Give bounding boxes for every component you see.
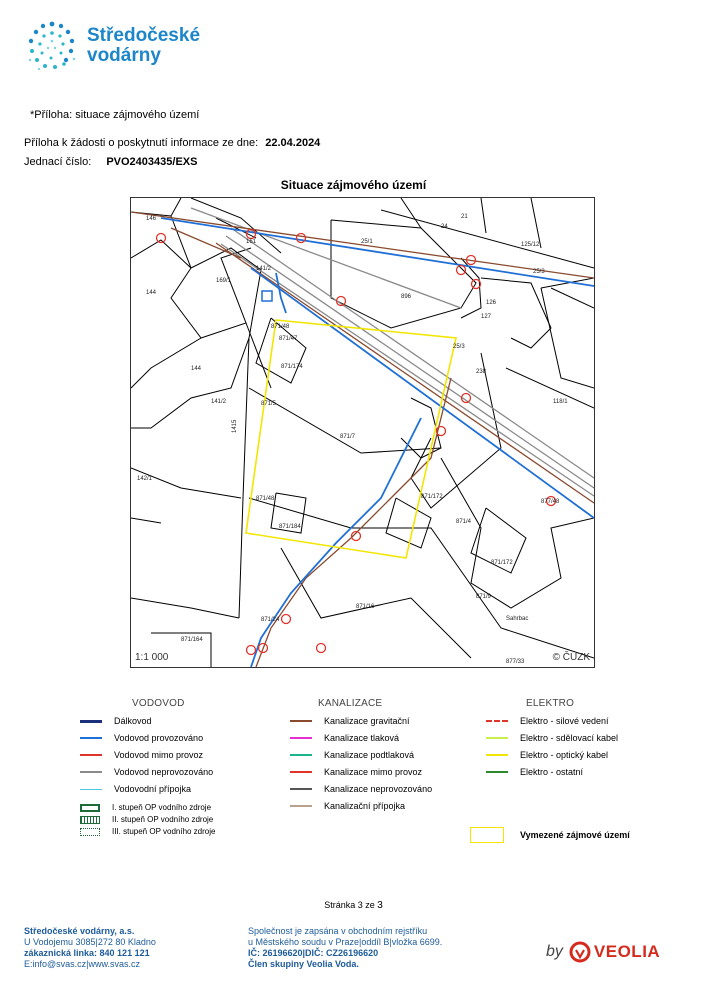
legend-item bbox=[80, 767, 213, 777]
veolia-mark-icon bbox=[569, 941, 591, 963]
legend-label: Vodovod provozováno bbox=[114, 733, 204, 743]
footer-contact[interactable]: E:info@svas.cz|www.svas.cz bbox=[24, 959, 141, 969]
legend-label: Kanalizace tlaková bbox=[324, 733, 400, 743]
page-indicator bbox=[0, 900, 707, 911]
op2-swatch bbox=[80, 816, 100, 824]
svg-text:238: 238 bbox=[476, 369, 487, 375]
legend-label: Kanalizace gravitační bbox=[324, 716, 410, 726]
legend-swatch bbox=[290, 754, 312, 756]
legend-item bbox=[486, 767, 583, 777]
legend-label: Kanalizace podtlaková bbox=[324, 750, 415, 760]
legend-item bbox=[290, 716, 410, 726]
legend-item bbox=[290, 733, 399, 743]
legend-area-label: Vymezené zájmové území bbox=[520, 830, 630, 840]
legend-swatch bbox=[290, 720, 312, 722]
map-title: Situace zájmového území bbox=[280, 178, 427, 192]
page-label: Stránka 3 ze bbox=[324, 900, 375, 910]
svg-text:896: 896 bbox=[401, 294, 412, 300]
legend-swatch bbox=[290, 805, 312, 807]
legend-swatch bbox=[486, 754, 508, 756]
legend-item bbox=[486, 716, 609, 726]
situation-map[interactable] bbox=[130, 197, 595, 668]
legend-swatch bbox=[290, 788, 312, 790]
svg-text:25/3: 25/3 bbox=[453, 344, 465, 350]
request-label: Příloha k žádosti o poskytnutí informace ze dne: bbox=[24, 137, 259, 149]
legend-swatch bbox=[290, 771, 312, 773]
legend-swatch bbox=[486, 720, 508, 722]
cadastral-map-drawing bbox=[131, 198, 594, 667]
svg-text:871/4: 871/4 bbox=[456, 519, 472, 525]
legend-item bbox=[80, 750, 203, 760]
svg-text:871/5: 871/5 bbox=[261, 401, 277, 407]
svg-text:871/7: 871/7 bbox=[340, 434, 356, 440]
svg-text:146: 146 bbox=[146, 216, 157, 222]
op3-swatch bbox=[80, 828, 100, 836]
op1-swatch bbox=[80, 804, 100, 812]
logo-line1: Středočeské bbox=[87, 25, 201, 46]
legend-label: Elektro - ostatní bbox=[520, 767, 584, 777]
footer-company-name: Středočeské vodárny, a.s. bbox=[24, 926, 135, 936]
svg-text:871/172: 871/172 bbox=[491, 560, 513, 566]
legend-label: Vodovod mimo provoz bbox=[114, 750, 204, 760]
svg-text:161: 161 bbox=[246, 239, 257, 245]
legend-item bbox=[80, 815, 213, 824]
legend-label: Vodovod neprovozováno bbox=[114, 767, 214, 777]
svg-text:871/16: 871/16 bbox=[356, 604, 375, 610]
legend-label: Kanalizace neprovozováno bbox=[324, 784, 433, 794]
svg-text:24: 24 bbox=[441, 224, 448, 230]
legend-swatch bbox=[486, 771, 508, 773]
svg-text:871/184: 871/184 bbox=[279, 524, 301, 530]
map-scale: 1:1 000 bbox=[135, 652, 169, 663]
footer-hotline: zákaznická linka: 840 121 121 bbox=[24, 948, 150, 958]
svg-text:118/1: 118/1 bbox=[553, 399, 568, 405]
svg-text:125/12: 125/12 bbox=[521, 242, 540, 248]
legend-swatch bbox=[80, 720, 102, 723]
legend-label: III. stupeň OP vodního zdroje bbox=[112, 827, 216, 836]
veolia-by: by bbox=[546, 943, 563, 960]
legend-label: Dálkovod bbox=[114, 716, 152, 726]
svg-text:1415: 1415 bbox=[232, 419, 238, 433]
svg-text:871/172: 871/172 bbox=[421, 494, 443, 500]
legend-item bbox=[290, 784, 432, 794]
svg-text:126: 126 bbox=[486, 300, 497, 306]
legend-label: Kanalizační přípojka bbox=[324, 801, 406, 811]
legend-label: Elektro - sdělovací kabel bbox=[520, 733, 619, 743]
svg-text:25/1: 25/1 bbox=[361, 239, 373, 245]
legend-item bbox=[80, 733, 203, 743]
legend-area-item bbox=[470, 827, 630, 843]
svg-text:871/48: 871/48 bbox=[256, 496, 275, 502]
legend-item bbox=[486, 750, 608, 760]
svg-text:871/24: 871/24 bbox=[261, 617, 280, 623]
page-number: 3 bbox=[377, 900, 383, 911]
legend-swatch bbox=[80, 789, 102, 790]
svg-text:871/47: 871/47 bbox=[279, 336, 298, 342]
veolia-brand: VEOLIA bbox=[593, 942, 661, 961]
footer-reg-ids: IČ: 26196620|DIČ: CZ26196620 bbox=[248, 948, 379, 958]
legend-sewer-title: KANALIZACE bbox=[318, 698, 383, 709]
legend-swatch bbox=[80, 771, 102, 773]
footer-reg-line2: u Městského soudu v Praze|oddíl B|vložka 6699. bbox=[248, 937, 443, 947]
legend-item bbox=[290, 801, 405, 811]
legend-label: Elektro - optický kabel bbox=[520, 750, 609, 760]
footer-reg-group: Člen skupiny Veolia Voda. bbox=[248, 959, 359, 969]
svg-text:144: 144 bbox=[146, 290, 157, 296]
legend-item bbox=[80, 716, 152, 726]
svg-text:169/1: 169/1 bbox=[216, 278, 232, 284]
request-line bbox=[24, 137, 320, 149]
footer-company bbox=[24, 926, 156, 970]
attachment-note: *Příloha: situace zájmového území bbox=[30, 109, 200, 121]
svg-text:25/3: 25/3 bbox=[533, 269, 545, 275]
svg-text:Sahrbac: Sahrbac bbox=[506, 616, 529, 622]
logo-line2: vodárny bbox=[87, 45, 161, 66]
svg-text:871/174: 871/174 bbox=[281, 364, 303, 370]
svg-text:871/9: 871/9 bbox=[476, 594, 492, 600]
map-copyright: © ČÚZK bbox=[552, 652, 590, 663]
svg-text:871/164: 871/164 bbox=[181, 637, 203, 643]
logo-dots-icon bbox=[24, 18, 80, 74]
svg-text:871/48: 871/48 bbox=[271, 324, 290, 330]
legend-swatch bbox=[290, 737, 312, 739]
svg-text:877/33: 877/33 bbox=[506, 659, 525, 665]
svg-text:144: 144 bbox=[191, 366, 202, 372]
legend-label: Elektro - silové vedení bbox=[520, 716, 609, 726]
ref-label: Jednací číslo: bbox=[24, 156, 92, 168]
footer-address: U Vodojemu 3085|272 80 Kladno bbox=[24, 937, 156, 947]
legend-label: Kanalizace mimo provoz bbox=[324, 767, 423, 777]
svg-text:141/2: 141/2 bbox=[211, 399, 227, 405]
svg-text:142/1: 142/1 bbox=[137, 476, 153, 482]
legend-item bbox=[290, 750, 414, 760]
veolia-logo bbox=[546, 941, 660, 963]
legend-water-title: VODOVOD bbox=[132, 698, 185, 709]
ref-line bbox=[24, 156, 197, 168]
legend-item bbox=[80, 827, 215, 836]
area-swatch bbox=[470, 827, 504, 843]
legend-label: Vodovodní přípojka bbox=[114, 784, 192, 794]
company-logo bbox=[24, 18, 204, 74]
svg-text:127: 127 bbox=[481, 314, 492, 320]
legend-swatch bbox=[80, 754, 102, 756]
legend-swatch bbox=[80, 737, 102, 739]
legend-electric-title: ELEKTRO bbox=[526, 698, 575, 709]
legend-item bbox=[80, 803, 211, 812]
legend-swatch bbox=[486, 737, 508, 739]
legend-label: II. stupeň OP vodního zdroje bbox=[112, 815, 214, 824]
legend-item bbox=[80, 784, 191, 794]
svg-text:21: 21 bbox=[461, 214, 468, 220]
footer-reg-line1: Společnost je zapsána v obchodním rejstříku bbox=[248, 926, 428, 936]
request-date: 22.04.2024 bbox=[265, 137, 321, 149]
ref-value: PVO2403435/EXS bbox=[106, 156, 198, 168]
svg-text:877/48: 877/48 bbox=[541, 499, 560, 505]
footer-registration bbox=[248, 926, 442, 970]
legend-item bbox=[290, 767, 422, 777]
legend-item bbox=[486, 733, 618, 743]
svg-text:141/2: 141/2 bbox=[256, 266, 272, 272]
legend-label: I. stupeň OP vodního zdroje bbox=[112, 803, 212, 812]
